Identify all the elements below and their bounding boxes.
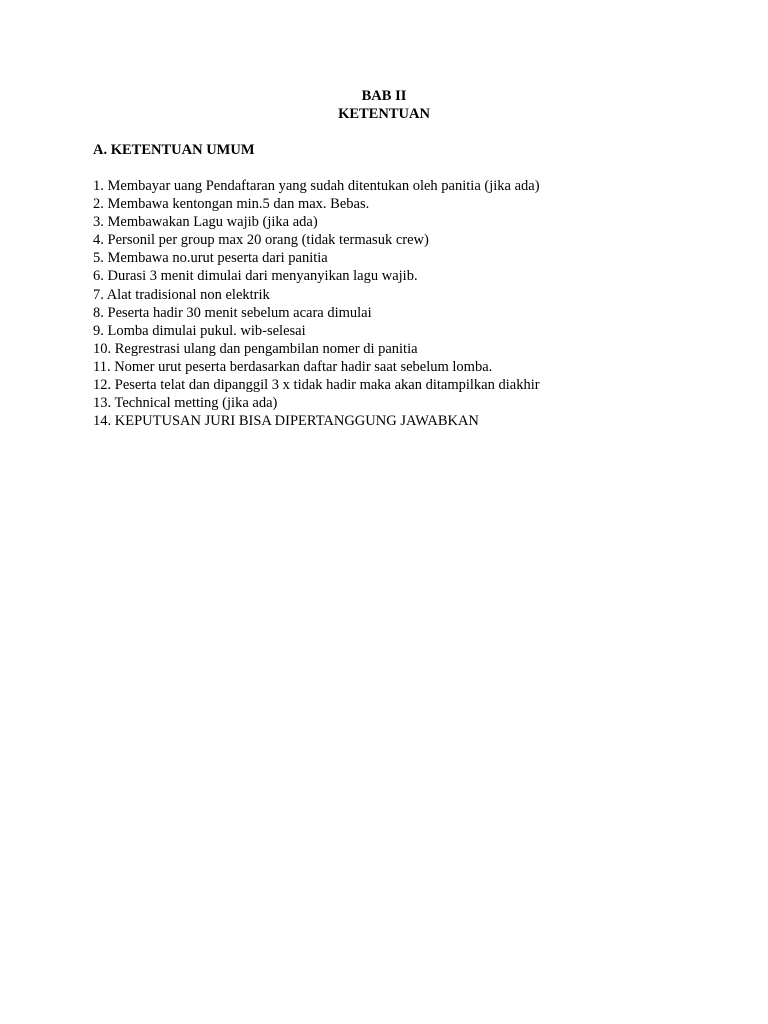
list-item: 7. Alat tradisional non elektrik (93, 286, 270, 303)
list-item: 4. Personil per group max 20 orang (tidak termasuk crew) (93, 232, 429, 249)
list-item: 11. Nomer urut peserta berdasarkan daftar hadir saat sebelum lomba. (93, 358, 493, 375)
document-title: KETENTUAN (338, 106, 430, 122)
rules-list (93, 177, 693, 430)
list-item: 9. Lomba dimulai pukul. wib-selesai (93, 322, 306, 339)
list-item: 12. Peserta telat dan dipanggil 3 x tidak hadir maka akan ditampilkan diakhir (93, 377, 540, 394)
list-item: 6. Durasi 3 menit dimulai dari menyanyikan lagu wajib. (93, 268, 418, 285)
list-item: 2. Membawa kentongan min.5 dan max. Bebas. (93, 196, 370, 213)
list-item: 13. Technical metting (jika ada) (93, 395, 278, 412)
list-item: 5. Membawa no.urut peserta dari panitia (93, 250, 328, 267)
section-heading: A. KETENTUAN UMUM (93, 142, 255, 158)
list-item: 1. Membayar uang Pendaftaran yang sudah ditentukan oleh panitia (jika ada) (93, 178, 540, 194)
list-item: 3. Membawakan Lagu wajib (jika ada) (93, 214, 318, 231)
list-item: 14. KEPUTUSAN JURI BISA DIPERTANGGUNG JAWABKAN (93, 413, 479, 430)
list-item: 8. Peserta hadir 30 menit sebelum acara dimulai (93, 304, 372, 321)
chapter-heading: BAB II (361, 88, 407, 104)
list-item: 10. Regrestrasi ulang dan pengambilan nomer di panitia (93, 340, 418, 357)
